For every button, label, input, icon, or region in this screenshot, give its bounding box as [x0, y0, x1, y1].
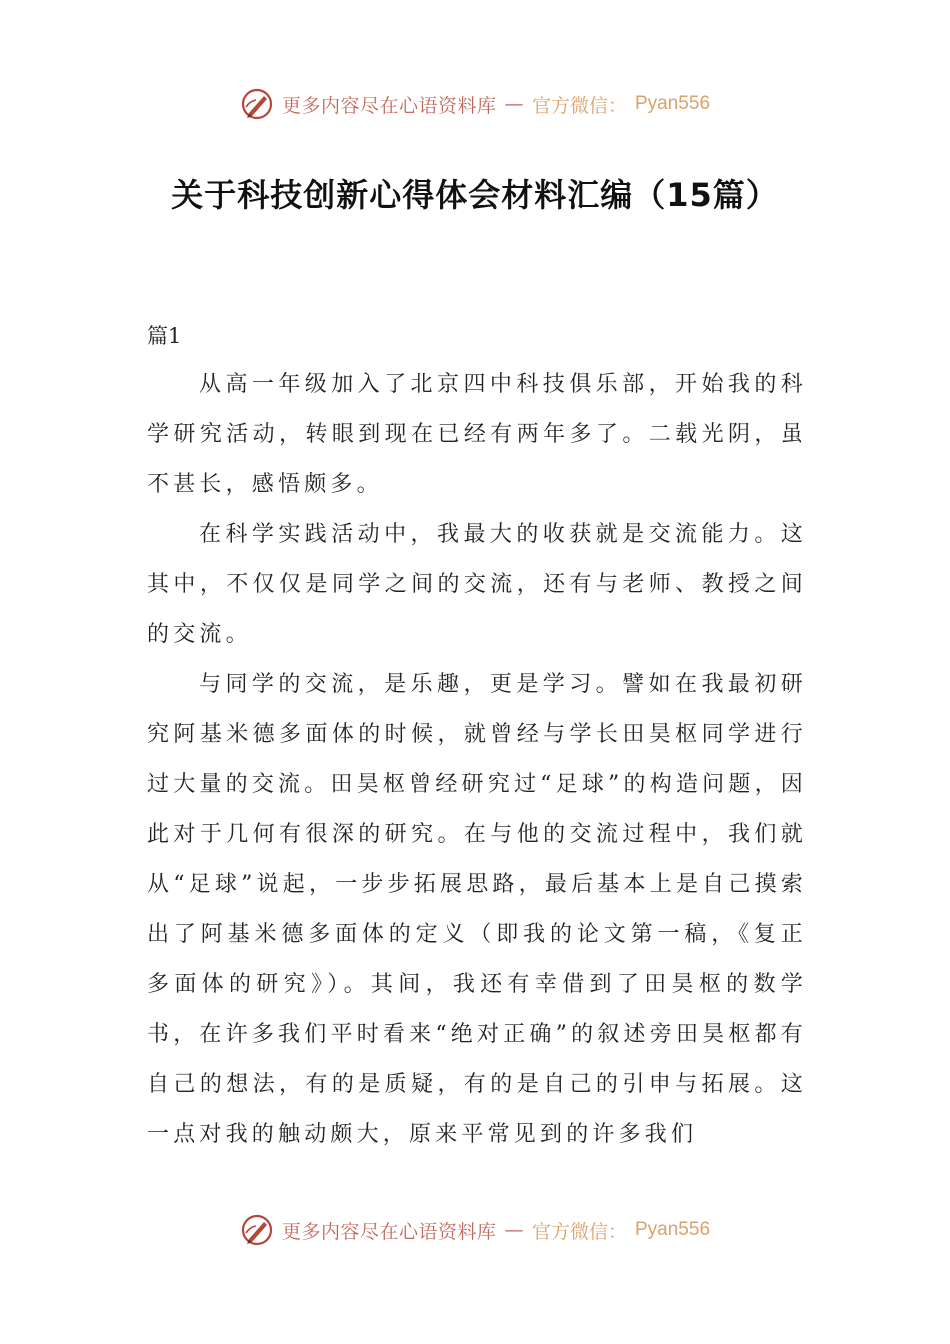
paragraph-2: 在科学实践活动中，我最大的收获就是交流能力。这其中，不仅仅是同学之间的交流，还有与老师、教授之间的交流。 — [147, 522, 807, 647]
pen-logo-icon — [240, 1213, 274, 1247]
watermark-wechat-label: 官方微信： — [531, 1220, 627, 1243]
watermark-text: 更多内容尽在心语资料库 — [281, 1220, 497, 1243]
paragraph-1: 从高一年级加入了北京四中科技俱乐部，开始我的科学研究活动，转眼到现在已经有两年多了。二载光阴，虽不甚长，感悟颇多。 — [147, 372, 807, 497]
document-title: 关于科技创新心得体会材料汇编（15篇） — [171, 176, 779, 214]
paragraph-3: 与同学的交流，是乐趣，更是学习。譬如在我最初研究阿基米德多面体的时候，就曾经与学长田昊枢同学进行过大量的交流。田昊枢曾经研究过“足球”的构造问题，因此对于几何有很深的研究。在与他的交流过程中，我们就从“足球”说起，一步步拓展思路，最后基本上是自己摸索出了阿基米德多面体的定义（即我的论文第一稿，《复正多面体的研究》）。其间，我还有幸借到了田昊枢的数学书，在许多我们平时看来“绝对正确”的叙述旁田昊枢都有自己的想法，有的是质疑，有的是自己的引申与拓展。这一点对我的触动颇大，原来平常见到的许多我们 — [147, 672, 807, 1147]
watermark-wechat-label: 官方微信： — [531, 94, 627, 117]
watermark-text: 更多内容尽在心语资料库 — [281, 94, 497, 117]
header-watermark — [0, 84, 950, 124]
watermark-dash: — — [504, 93, 524, 115]
watermark-wechat-id: Pyan556 — [635, 93, 711, 114]
watermark-wechat-id: Pyan556 — [635, 1219, 711, 1240]
pen-logo-icon — [240, 87, 274, 121]
footer-watermark — [0, 1210, 950, 1250]
document-body — [147, 360, 807, 1160]
watermark-dash: — — [504, 1219, 524, 1241]
section-label: 篇1 — [147, 324, 182, 348]
